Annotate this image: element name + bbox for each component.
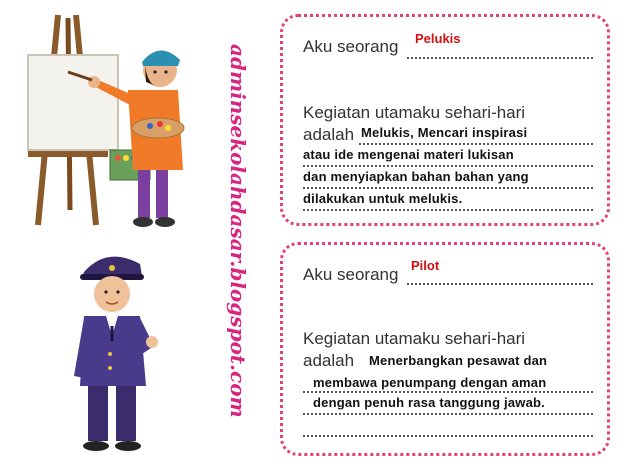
answer-line [303,413,593,415]
activity-answer-line: Melukis, Mencari inspirasi [361,125,528,140]
answer-line [359,143,593,145]
activity-answer-line: atau ide mengenai materi lukisan [303,147,514,162]
pilot-illustration [62,246,172,456]
answer-line [303,209,593,211]
activity-answer-line: Menerbangkan pesawat dan [369,353,548,368]
watermark-text: adminsekolahdasar.blogspot.com [226,44,250,418]
activity-label-line1: Kegiatan utamaku sehari-hari [303,329,526,348]
painter-illustration [18,10,208,232]
activity-label-line2: adalah [303,125,355,144]
activity-answer-line: dilakukan untuk melukis. [303,191,463,206]
activity-answer-line: membawa penumpang dengan aman [313,375,547,390]
answer-line [303,435,593,437]
activity-answer-line: dengan penuh rasa tanggung jawab. [313,395,545,410]
profession-card-painter [280,14,610,226]
profession-card-pilot [280,242,610,456]
answer-line [303,391,593,393]
answer-line [303,187,593,189]
activity-label-line1: Kegiatan utamaku sehari-hari [303,103,526,122]
activity-label-line2: adalah [303,351,355,370]
role-answer-line [407,283,593,285]
activity-answer-line: dan menyiapkan bahan bahan yang [303,169,529,184]
role-prefix: Aku seorang [303,37,399,56]
watermark [207,40,250,460]
role-answer: Pilot [411,258,440,273]
answer-line [303,165,593,167]
role-answer: Pelukis [415,31,461,46]
role-answer-line [407,57,593,59]
role-prefix: Aku seorang [303,265,399,284]
